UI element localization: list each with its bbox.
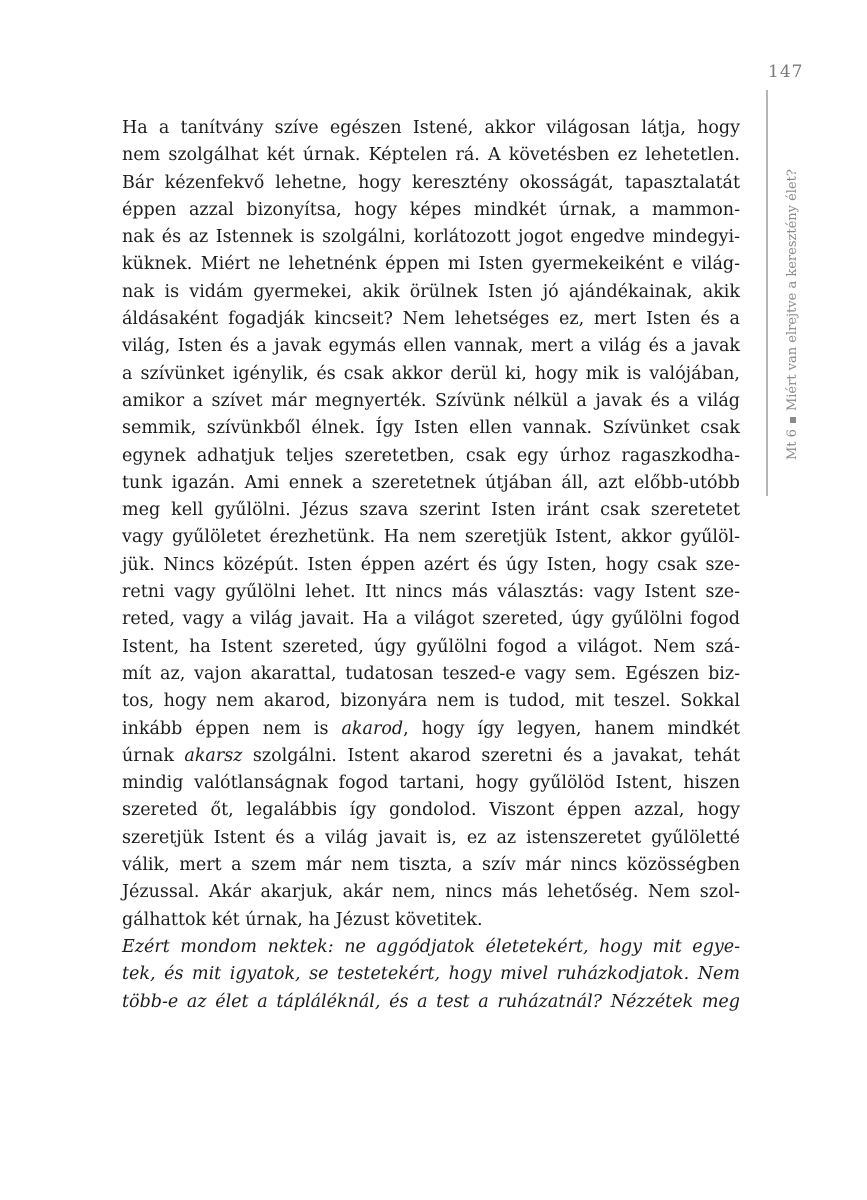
text-line: jük. Nincs középút. Isten éppen azért és úgy Isten, hogy csak sze- (122, 554, 740, 575)
emphasized-word: akarod (341, 718, 404, 739)
text-line: egynek adhatjuk teljes szeretetben, csak egy úrhoz ragaszkodha- (122, 445, 740, 466)
text-line: Istent, ha Istent szereted, úgy gyűlölni fogod a világot. Nem szá- (122, 636, 740, 657)
text-line: szeretjük Istent és a világ javait is, ez az istenszeretet gyűlöletté (122, 827, 740, 848)
running-head-title: Miért van elrejtve a keresztény élet? (785, 169, 800, 412)
text-line: Bár kézenfekvő lehetne, hogy keresztény okosságát, tapasztalatát (122, 172, 740, 193)
text-line-paragraph-end: gálhattok két úrnak, ha Jézust követitek. (122, 909, 483, 930)
text-line: retni vagy gyűlölni lehet. Itt nincs más választás: vagy Istent sze- (122, 582, 740, 603)
text-line: világ, Isten és a javak egymás ellen vannak, mert a világ és a javak (122, 336, 740, 357)
text-line-with-italic: úrnak akarsz szolgálni. Istent akarod szeretni és a javakat, tehát (122, 745, 740, 766)
text-line: éppen azzal bizonyítsa, hogy képes mindkét úrnak, a mammon- (122, 199, 740, 220)
text-line: vagy gyűlöletet érezhetünk. Ha nem szeretjük Istent, akkor gyűlöl- (122, 527, 740, 548)
text-line: semmik, szívünkből élnek. Így Isten ellen vannak. Szívünket csak (122, 418, 740, 439)
text-line: amikor a szívet már megnyerték. Szívünk nélkül a javak és a világ (122, 390, 740, 411)
text-line-with-italic: inkább éppen nem is akarod, hogy így legyen, hanem mindkét (122, 718, 740, 739)
text-line: tunk igazán. Ami ennek a szeretetnek útjában áll, azt előbb-utóbb (122, 472, 740, 493)
text-line: nak és az Istennek is szolgálni, korlátozott jogot engedve mindegyi- (122, 227, 740, 248)
running-head-chapter: Mt 6 (785, 429, 800, 460)
text-line: meg kell gyűlölni. Jézus szava szerint Isten iránt csak szeretetet (122, 500, 740, 521)
page-number: 147 (768, 62, 804, 82)
text-line: áldásaként fogadják kincseit? Nem lehetséges ez, mert Isten és a (122, 309, 740, 330)
text-line: tos, hogy nem akarod, bizonyára nem is tudod, mit teszel. Sokkal (122, 691, 740, 712)
quote-line: több-e az élet a tápláléknál, és a test a ruházatnál? Nézzétek meg (122, 991, 740, 1012)
quote-line: tek, és mit igyatok, se testetekért, hogy mivel ruházkodjatok. Nem (122, 964, 740, 985)
text-line: szereted őt, legalábbis így gondolod. Viszont éppen azzal, hogy (122, 800, 740, 821)
text-line: nak is vidám gyermekei, akik örülnek Isten jó ajándékainak, akik (122, 281, 740, 302)
body-text (122, 115, 740, 1016)
text-line: mindig valótlanságnak fogod tartani, hogy gyűlölöd Istent, hiszen (122, 773, 740, 794)
text-line: nem szolgálhat két úrnak. Képtelen rá. A követésben ez lehetetlen. (122, 145, 740, 166)
emphasized-word: akarsz (184, 745, 243, 766)
margin-rule (766, 90, 768, 496)
separator-square-icon (790, 417, 796, 423)
text-line: küknek. Miért ne lehetnénk éppen mi Isten gyermekeiként e világ- (122, 254, 740, 275)
text-line: Jézussal. Akár akarjuk, akár nem, nincs más lehetőség. Nem szol- (122, 882, 740, 903)
text-line: reted, vagy a világ javait. Ha a világot szereted, úgy gyűlölni fogod (122, 609, 740, 630)
text-line: a szívünket igénylik, és csak akkor derül ki, hogy mik is valójában, (122, 363, 740, 384)
text-line: Ha a tanítvány szíve egészen Istené, akkor világosan látja, hogy (122, 118, 740, 138)
text-line: válik, mert a szem már nem tiszta, a szív már nincs közösségben (122, 855, 740, 876)
quote-line: Ezért mondom nektek: ne aggódjatok életetekért, hogy mit egye- (122, 936, 740, 957)
text-line: mít az, vajon akarattal, tudatosan teszed-e vagy sem. Egészen biz- (122, 663, 740, 684)
